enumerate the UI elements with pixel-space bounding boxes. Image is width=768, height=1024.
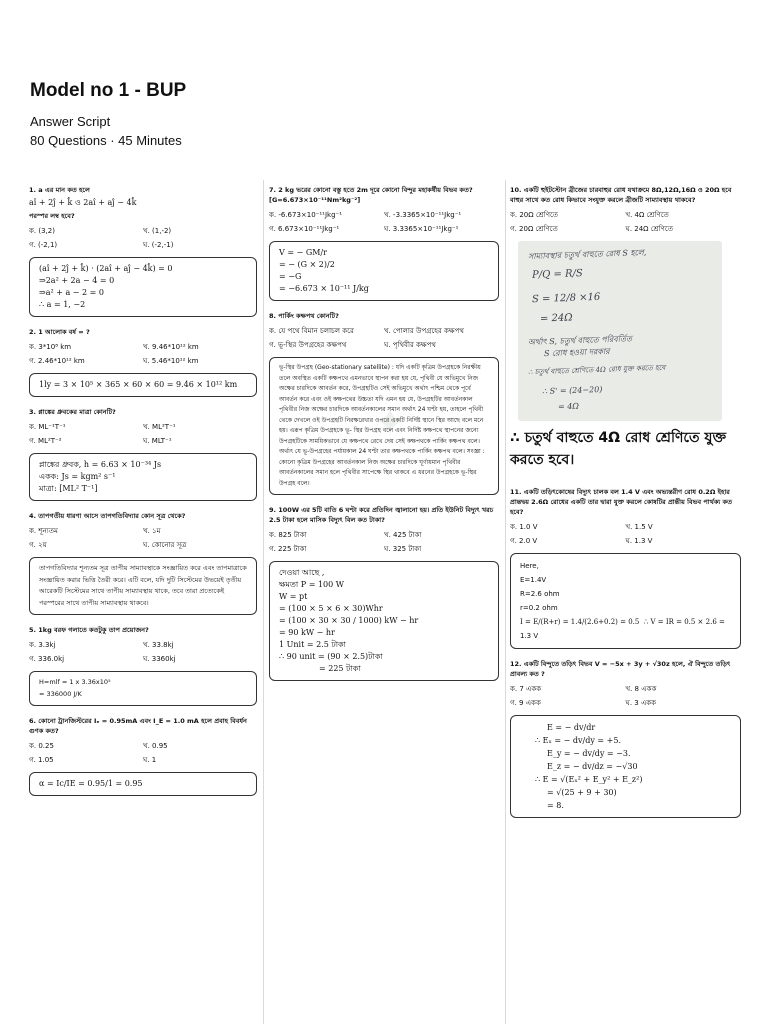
question-text: 5. 1kg বরফ গলাতে কতটুকু তাপ প্রয়োজন? bbox=[29, 626, 149, 634]
option: ঘ. পৃথিবীর কক্ষপথ bbox=[384, 341, 436, 349]
options bbox=[510, 210, 741, 235]
question-text: 3. প্লাঙ্কের ধ্রুবকের মাত্রা কোনটি? bbox=[29, 408, 116, 416]
question-1 bbox=[29, 185, 257, 317]
option: ঘ. 1 bbox=[143, 756, 157, 764]
options bbox=[510, 522, 741, 547]
option: খ. ১ম bbox=[143, 527, 161, 535]
solution-box: ভূ-স্থির উপগ্রহ (Geo-stationary satellite) : যদি একটি কৃত্রিম উপগ্রহকে নিরক্ষীয় তলে অবস্থিত একটি কক্ষপথে এমনভাবে স্থাপন করা হয় যে, পৃথিবী যে অভিমুখে নিজ অক্ষের চারদিকে আবর্তন করে, উপগ্রহটিও সেই অভিমুখে অর্থাৎ পশ্চিম থেকে পূর্বে আবর্তন করে এবং ওই কক্ষপথের উচ্চতা যদি এমন হয় যে, উপগ্রহটির আবর্তনকাল পৃথিবীর নিজ অক্ষের চারদিকে আবর্তনকালের সমান অর্থাৎ 24 ঘণ্টা হয়, তাহলে পৃথিবী থেকে দেখলে ওই উপগ্রহটি নিরক্ষরেখার ওপরে একটি নির্দিষ্ট স্থানে স্থির আছে বলে মনে হয়। এরূপ কৃত্রিম উপগ্রহকে ভূ- স্থির উপগ্রহ বলে এবং নির্দিষ্ট কক্ষপথে স্থাপনের জন্যে উপগ্রহটিকে সাময়িকভাবে যে কক্ষপথে রেখে দেয় সেই কক্ষপথকে পার্কিং কক্ষপথ বলে। অর্থাৎ যে ভূ-উপগ্রহের পর্যায়কাল 24 ঘণ্টা তার কক্ষপথকে পার্কিং কক্ষপথ বলে। সংজ্ঞা : কোনো কৃত্রিম উপগ্রহের আবর্তনকাল নিজ অক্ষের চারদিকে ঘূর্ণায়মান পৃথিবীর আবর্তনকালের সমান হলে পৃথিবীর সাপেক্ষে স্থির থাকবে এ ধরনের উপগ্রহকে ভূ-স্থির উপগ্রহ বলে। bbox=[269, 357, 499, 495]
question-text: 11. একটি তড়িৎকোষের বিদ্যুৎ চালক বল 1.4 V এবং অভ্যন্তরীণ রোধ 0.2Ω ইহার প্রান্তদ্বয় 2.6Ω রোধের একটি তার দ্বারা যুক্ত করলে কোষটির প্রান্তীয় বিভব পার্থক্য কত হবে? bbox=[510, 488, 732, 516]
option: ঘ. 1.3 V bbox=[625, 537, 653, 545]
solution-line: = 336000 J/K bbox=[39, 689, 82, 698]
question-9 bbox=[269, 505, 499, 681]
solution-line: প্লাঙ্কের ধ্রুবক, h = 6.63 × 10⁻³⁴ Js bbox=[39, 460, 162, 469]
solution-line: = 8. bbox=[547, 801, 564, 810]
option: গ. 2.0 V bbox=[510, 537, 538, 545]
solution-box bbox=[29, 671, 257, 706]
question-2 bbox=[29, 327, 257, 397]
solution-line: E = − dv/dr bbox=[547, 723, 596, 732]
option: খ. (1,-2) bbox=[143, 227, 172, 235]
solution-line: একক: Js = kgm² s⁻¹ bbox=[39, 472, 116, 481]
question-text-tail: পরস্পর লম্ব হবে? bbox=[29, 212, 75, 220]
option: খ. 425 টাকা bbox=[384, 531, 422, 539]
option: গ. 20Ω শ্রেণিতে bbox=[510, 225, 558, 233]
option: ঘ. (-2,-1) bbox=[143, 241, 174, 249]
column-1 bbox=[29, 185, 257, 806]
option: ক. যে পথে বিমান চলাচল করে bbox=[269, 327, 354, 335]
option: খ. 9.46*10¹² km bbox=[143, 343, 199, 351]
option: খ. 33.8kj bbox=[143, 641, 174, 649]
option: গ. 9 একক bbox=[510, 699, 541, 707]
solution-line: V = − GM/r bbox=[279, 248, 327, 257]
solution-line: E=1.4V bbox=[520, 576, 547, 584]
option: ক. -6.673×10⁻¹¹Jkg⁻¹ bbox=[269, 211, 343, 219]
solution-line: W = pt bbox=[279, 592, 308, 601]
question-expression: aî + 2ĵ + k̂ ও 2aî + aĵ − 4k̂ bbox=[29, 198, 137, 207]
options bbox=[269, 530, 499, 555]
option: খ. 1.5 V bbox=[625, 523, 653, 531]
solution-line: E_z = − dv/dz = −√30 bbox=[547, 762, 638, 771]
solution-line: দেওয়া আছে , bbox=[279, 568, 325, 577]
options bbox=[29, 526, 257, 551]
solution-box bbox=[29, 453, 257, 501]
option: খ. 4Ω শ্রেণিতে bbox=[625, 211, 669, 219]
option: গ. 2.46*10¹² km bbox=[29, 357, 85, 365]
solution-line: ক্ষমতা P = 100 W bbox=[279, 580, 344, 589]
option: ঘ. 3360kj bbox=[143, 655, 176, 663]
option: খ. পোলার উপগ্রহের কক্ষপথ bbox=[384, 327, 464, 335]
header bbox=[30, 80, 186, 150]
handwritten-line: = 4Ω bbox=[557, 401, 580, 412]
option: ঘ. 3.3365×10⁻¹¹Jkg⁻¹ bbox=[384, 225, 459, 233]
option: ঘ. কোনোর সূত্র bbox=[143, 541, 187, 549]
column-divider bbox=[263, 180, 264, 1024]
option: খ. -3.3365×10⁻¹¹Jkg⁻¹ bbox=[384, 211, 462, 219]
answer-highlight: ∴ চতুর্থ বাহুতে 4Ω রোধ শ্রেণিতে যুক্ত করতে হবে। bbox=[510, 430, 727, 468]
option: ক. শূন্যতম bbox=[29, 527, 58, 535]
solution-line: I = E/(R+r) = 1.4/(2.6+0.2) = 0.5 ∴ V = IR = 0.5 × 2.6 = bbox=[520, 618, 725, 626]
option: গ. 336.0kj bbox=[29, 655, 65, 663]
option: ঘ. MLT⁻¹ bbox=[143, 437, 172, 445]
question-text: 7. 2 kg ভরের কোনো বস্তু হতে 2m দূরে কোনো বিন্দুর মহাকর্ষীয় বিভব কত? [G=6.673×10⁻¹¹Nm²kg⁻²] bbox=[269, 186, 473, 204]
solution-line: 1ly = 3 × 10⁵ × 365 × 60 × 60 = 9.46 × 10¹² km bbox=[39, 380, 238, 389]
solution-line: ∴ Eₓ = − dv/dy = +5. bbox=[535, 736, 621, 745]
option: খ. 8 একক bbox=[625, 685, 657, 693]
question-text: 4. তাপগতীয় ধারণা আসে তাপগতিবিদ্যার কোন সূত্র থেকে? bbox=[29, 512, 186, 520]
question-7 bbox=[269, 185, 499, 301]
solution-line: H=mlf = 1 x 3.36x10⁵ bbox=[39, 678, 111, 686]
solution-box: তাপগতিবিদ্যার শূন্যতম সূত্র তাপীয় সাম্যাবস্থাকে সংজ্ঞায়িত করে এবং তাপমাত্রাকে সংজ্ঞায়িত করার ভিত্তি তৈরী করে। এটি বলে, যদি দুটি সিস্টেমের উভয়েই তৃতীয় আরেকটি সিস্টেমের সাথে তাপীয় সাম্যাবস্থায় থাকে, তবে তারা প্রত্যেকেই পরস্পরের সাথে তাপীয় সাম্যাবস্থায় থাকবে। bbox=[29, 557, 257, 615]
solution-line: = 90 kW − hr bbox=[279, 628, 335, 637]
question-4 bbox=[29, 511, 257, 615]
solution-box bbox=[29, 373, 257, 397]
option: গ. 1.05 bbox=[29, 756, 54, 764]
option: গ. 225 টাকা bbox=[269, 545, 307, 553]
solution-box bbox=[29, 257, 257, 317]
handwritten-line: = 24Ω bbox=[539, 312, 573, 325]
option: ঘ. 325 টাকা bbox=[384, 545, 422, 553]
question-11 bbox=[510, 487, 741, 649]
solution-line: ∴ E = √(Eₓ² + E_y² + E_z²) bbox=[535, 775, 643, 784]
solution-line: Here, bbox=[520, 562, 539, 570]
option: ক. 7 একক bbox=[510, 685, 542, 693]
solution-line: α = Ic/IE = 0.95/1 = 0.95 bbox=[39, 779, 143, 788]
handwritten-line: সাম্যাবস্থার চতুর্থ বাহুতে রোধ S হলে, bbox=[527, 247, 647, 262]
question-text: 1. a এর মান কত হলে bbox=[29, 186, 90, 194]
solution-line: মাত্রা: [ML² T⁻¹] bbox=[39, 484, 98, 493]
option: খ. ML²T⁻¹ bbox=[143, 423, 176, 431]
option: ক. ML⁻¹T⁻¹ bbox=[29, 423, 66, 431]
question-6 bbox=[29, 716, 257, 796]
solution-line: ∴ a = 1, −2 bbox=[39, 300, 86, 309]
option: ঘ. 3 একক bbox=[625, 699, 657, 707]
solution-box bbox=[510, 553, 741, 649]
solution-line: = −G bbox=[279, 272, 302, 281]
solution-line: 1.3 V bbox=[520, 632, 539, 640]
option: গ. (-2,1) bbox=[29, 241, 58, 249]
solution-box bbox=[269, 241, 499, 301]
option: ক. 3*10⁸ km bbox=[29, 343, 72, 351]
options bbox=[29, 422, 257, 447]
solution-line: 1 Unit = 2.5 টাকা bbox=[279, 640, 346, 649]
handwritten-line: অর্থাৎ S, চতুর্থ বাহুতে পরিবর্তিত bbox=[527, 334, 633, 347]
option: ক. 825 টাকা bbox=[269, 531, 307, 539]
option: ঘ. 24Ω শ্রেণিতে bbox=[625, 225, 673, 233]
options bbox=[29, 226, 257, 251]
column-divider bbox=[505, 180, 506, 1024]
solution-line: = − (G × 2)/2 bbox=[279, 260, 335, 269]
page-title: Model no 1 - BUP bbox=[30, 80, 187, 101]
page-meta: 80 Questions · 45 Minutes bbox=[30, 133, 182, 148]
question-text: 2. 1 আলোক বর্ষ = ? bbox=[29, 328, 90, 336]
question-10 bbox=[510, 185, 741, 471]
watermark: ✦ bbox=[373, 400, 407, 446]
solution-line: ⇒a² + a − 2 = 0 bbox=[39, 288, 104, 297]
question-5 bbox=[29, 625, 257, 706]
question-text: 6. কোনো ট্রানজিস্টরের Iₑ = 0.95mA এবং I_E = 1.0 mA হলে প্রবাহ বিবর্ধন গুণক কত? bbox=[29, 717, 247, 735]
option: ক. 20Ω শ্রেণিতে bbox=[510, 211, 559, 219]
question-3 bbox=[29, 407, 257, 501]
handwritten-line: S রোধ হওয়া দরকার bbox=[543, 346, 610, 359]
options bbox=[29, 741, 257, 766]
option: ক. (3,2) bbox=[29, 227, 55, 235]
question-12 bbox=[510, 659, 741, 818]
column-3 bbox=[510, 185, 741, 828]
column-2 bbox=[269, 185, 499, 691]
solution-line: = 225 টাকা bbox=[319, 664, 361, 673]
handwritten-line: P/Q = R/S bbox=[531, 268, 583, 281]
option: ক. 3.3kj bbox=[29, 641, 56, 649]
option: ঘ. 5.46*10¹² km bbox=[143, 357, 199, 365]
solution-line: ⇒2a² + 2a − 4 = 0 bbox=[39, 276, 115, 285]
question-text: 9. 100W এর 5টি বাতি 6 ঘণ্টা করে প্রতিদিন জ্বালানো হয়। প্রতি ইউনিট বিদ্যুৎ খরচ 2.5 টাকা হলে মাসিক বিদ্যুৎ বিল কত টাকা? bbox=[269, 506, 494, 524]
handwritten-solution-photo bbox=[518, 241, 722, 421]
question-8 bbox=[269, 311, 499, 495]
solution-line: R=2.6 ohm bbox=[520, 590, 560, 598]
solution-line: = −6.673 × 10⁻¹¹ J/kg bbox=[279, 284, 369, 293]
option: খ. 0.95 bbox=[143, 742, 168, 750]
solution-line: = √(25 + 9 + 30) bbox=[547, 788, 617, 797]
handwritten-line: ∴ চতুর্থ বাহুতে শ্রেণিতে 4Ω রোধ যুক্ত করতে হবে bbox=[527, 363, 666, 377]
options bbox=[269, 210, 499, 235]
question-text: 10. একটি হুইটস্টোন ব্রীজের চারবাহুর রোধ যথাক্রমে 8Ω,12Ω,16Ω ও 20Ω হবে বাহুর সাথে কত রোধ কিভাবে সংযুক্ত করলে ব্রীজটি সাম্যাবস্থায় থাকবে? bbox=[510, 186, 732, 204]
page-subtitle: Answer Script bbox=[30, 114, 111, 129]
options bbox=[29, 342, 257, 367]
option: গ. ML²T⁻² bbox=[29, 437, 62, 445]
options bbox=[269, 326, 499, 351]
solution-line: = (100 × 5 × 6 × 30)Whr bbox=[279, 604, 383, 613]
solution-box bbox=[269, 561, 499, 681]
solution-box bbox=[510, 715, 741, 818]
handwritten-line: ∴ S' = (24−20) bbox=[541, 384, 603, 397]
solution-line: = (100 × 30 × 30 / 1000) kW − hr bbox=[279, 616, 419, 625]
question-text: 8. পার্কিং কক্ষপথ কোনটি? bbox=[269, 312, 339, 320]
option: গ. ২য় bbox=[29, 541, 47, 549]
solution-box bbox=[29, 772, 257, 796]
solution-line: (aî + 2ĵ + k̂) · (2aî + aĵ − 4k̂) = 0 bbox=[39, 264, 173, 273]
option: গ. 6.673×10⁻¹¹Jkg⁻¹ bbox=[269, 225, 340, 233]
question-text: 12. একটি বিন্দুতে তড়িৎ বিভব V = −5x + 3y + √30z হলে, ঐ বিন্দুতে তড়িৎ প্রাবল্য কত ? bbox=[510, 660, 731, 678]
option: গ. ভূ-স্থির উপগ্রহের কক্ষপথ bbox=[269, 341, 347, 349]
handwritten-line: S = 12/8 ×16 bbox=[531, 291, 601, 306]
options bbox=[29, 640, 257, 665]
option: ক. 0.25 bbox=[29, 742, 54, 750]
solution-line: ∴ 90 unit = (90 × 2.5)টাকা bbox=[279, 652, 383, 661]
option: ক. 1.0 V bbox=[510, 523, 538, 531]
options bbox=[510, 684, 741, 709]
solution-line: E_y = − dv/dy = −3. bbox=[547, 749, 631, 758]
solution-line: r=0.2 ohm bbox=[520, 604, 558, 612]
